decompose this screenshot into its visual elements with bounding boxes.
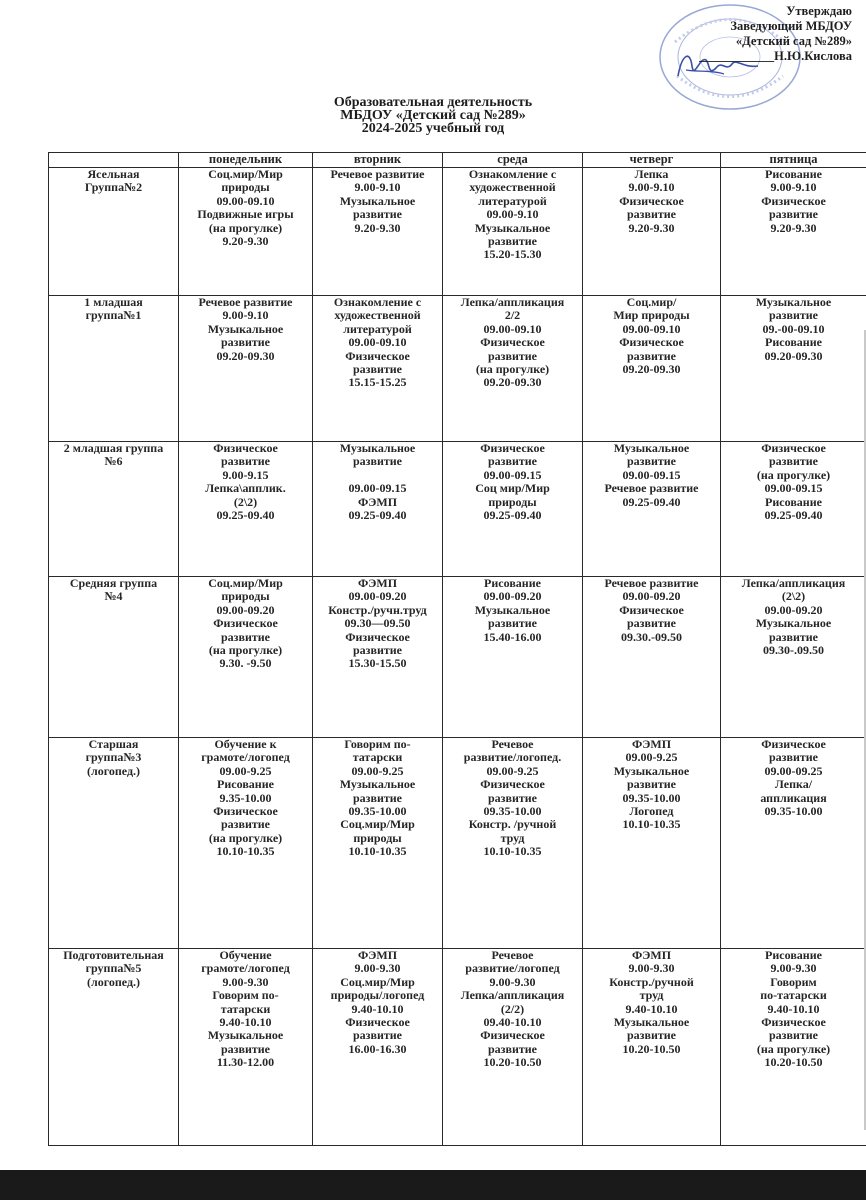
activity-line: 9.00-9.30 — [628, 961, 675, 976]
group-name-line: Старшая — [88, 737, 139, 751]
group-name-line: Ясельная — [87, 167, 140, 181]
activity-line: развитие — [220, 335, 271, 350]
schedule-cell-wednesday — [443, 949, 583, 1146]
activity-line: Речевое — [491, 737, 534, 751]
page-title — [0, 96, 866, 135]
activity-line: Музыкальное — [613, 441, 690, 455]
activity-line: Музыкальное — [613, 763, 690, 778]
approval-signer — [632, 49, 852, 64]
activity-line: Обучение к — [214, 737, 277, 751]
activity-line: природы — [221, 589, 270, 604]
activity-line: 09.25-09.40 — [348, 508, 407, 523]
table-row — [49, 296, 866, 442]
activity-line: татарски — [352, 750, 403, 765]
activity-line: 9.20-9.30 — [222, 234, 269, 249]
activity-line: 15.40-16.00 — [483, 629, 542, 644]
activity-line: Констр./ручной — [609, 974, 694, 989]
activity-line: развитие — [352, 362, 403, 377]
activity-line: развитие — [352, 643, 403, 658]
group-name-line: (логопед.) — [86, 763, 141, 778]
activity-line: 10.20-10.50 — [764, 1055, 823, 1070]
activity-line: Говорим — [770, 974, 817, 989]
activity-line: 09.35-10.00 — [764, 804, 823, 819]
activity-line: ФЭМП — [357, 948, 398, 962]
activity-line: Физическое — [345, 629, 410, 644]
activity-line: развитие — [220, 629, 271, 644]
activity-line: Ознакомление с — [333, 295, 422, 309]
activity-line: Речевое развитие — [604, 481, 699, 496]
activity-line: развитие — [626, 1028, 677, 1043]
activity-line: Рисование — [765, 948, 822, 962]
group-name-line: (логопед.) — [86, 974, 141, 989]
activity-line: татарски — [220, 1001, 271, 1016]
activity-line — [315, 469, 440, 482]
activity-line: развитие — [220, 454, 271, 469]
activity-line: 09.00-09.20 — [216, 602, 275, 617]
activity-line: Физическое — [619, 335, 684, 350]
approval-position: Заведующий МБДОУ — [730, 19, 852, 33]
activity-line: по-татарски — [760, 988, 827, 1003]
activity-line: развитие — [352, 454, 403, 469]
activity-line: Рисование — [484, 576, 541, 590]
activity-line: развитие/логопед — [465, 961, 560, 976]
schedule-cell-friday — [721, 168, 866, 296]
header-cell-tuesday: вторник — [313, 153, 443, 168]
schedule-cell-friday — [721, 577, 866, 738]
activity-line: 10.10-10.35 — [348, 844, 407, 859]
activity-line: (на прогулке) — [475, 362, 550, 377]
activity-line: 09.00-9.25 — [486, 763, 539, 778]
activity-line: Физическое — [761, 737, 826, 751]
activity-line: развитие — [220, 817, 271, 832]
activity-line: Констр. /ручной — [468, 817, 557, 832]
activity-line: грамоте/логопед — [201, 750, 290, 765]
activity-line: 11.30-12.00 — [216, 1055, 275, 1070]
activity-line: Музыкальное — [474, 220, 551, 235]
activity-line: Физическое — [480, 335, 545, 350]
activity-line: художественной — [469, 180, 556, 195]
activity-line: развитие — [220, 1041, 271, 1056]
activity-line: развитие — [487, 234, 538, 249]
activity-line: Соц.мир/ — [626, 295, 677, 309]
activity-line: литературой — [478, 193, 547, 208]
activity-line: (на прогулке) — [756, 467, 831, 482]
schedule-cell-monday — [179, 577, 313, 738]
activity-line: развитие — [352, 207, 403, 222]
activity-line: 9.00-9.15 — [222, 467, 269, 482]
activity-line: 09.00-9.10 — [486, 207, 539, 222]
activity-line: 15.15-15.25 — [348, 375, 407, 390]
activity-line: 09.-00-09.10 — [762, 321, 825, 336]
schedule-cell-thursday — [583, 442, 721, 577]
activity-line: 9.40-10.10 — [219, 1015, 272, 1030]
activity-line: 09.00-9.25 — [351, 763, 404, 778]
table-row — [49, 442, 866, 577]
activity-line: Говорим по- — [212, 988, 279, 1003]
table-row — [49, 168, 866, 296]
schedule-cell-tuesday — [313, 949, 443, 1146]
schedule-cell-tuesday — [313, 296, 443, 442]
activity-line: Речевое развитие — [604, 576, 699, 590]
activity-line: 09.30.-09.50 — [621, 629, 682, 644]
activity-line: ФЭМП — [631, 737, 672, 751]
activity-line: ФЭМП — [357, 576, 398, 590]
approval-line: Утверждаю — [786, 4, 852, 18]
activity-line: Лепка/аппликация — [460, 988, 565, 1003]
activity-line: Лепка/ — [774, 777, 813, 792]
schedule-cell-monday — [179, 296, 313, 442]
activity-line: Рисование — [765, 335, 822, 350]
title-line-3: 2024-2025 учебный год — [361, 121, 505, 136]
header-cell-thursday: четверг — [583, 153, 721, 168]
activity-line: Физическое — [761, 441, 826, 455]
activity-line: развитие — [768, 308, 819, 323]
activity-line: 09.00-09.15 — [764, 481, 823, 496]
schedule-cell-friday — [721, 442, 866, 577]
schedule-cell-monday — [179, 738, 313, 949]
activity-line: 9.00-9.10 — [770, 180, 817, 195]
activity-line: 15.20-15.30 — [483, 247, 542, 262]
activity-line: 10.20-10.50 — [483, 1055, 542, 1070]
activity-line: Музыкальное — [474, 602, 551, 617]
activity-line: (на прогулке) — [208, 643, 283, 658]
activity-line: Физическое — [480, 777, 545, 792]
header-row — [49, 153, 866, 168]
schedule-cell-wednesday — [443, 442, 583, 577]
activity-line: 09.00-09.10 — [348, 335, 407, 350]
activity-line: Музыкальное — [207, 1028, 284, 1043]
schedule-cell-tuesday — [313, 577, 443, 738]
group-cell — [49, 949, 179, 1146]
header-cell-monday: понедельник — [179, 153, 313, 168]
activity-line: 09.00-09.10 — [483, 321, 542, 336]
activity-line: 9.35-10.00 — [219, 790, 272, 805]
group-cell — [49, 296, 179, 442]
title-line-2: МБДОУ «Детский сад №289» — [340, 108, 526, 123]
activity-line: природы — [488, 494, 537, 509]
activity-line: развитие — [768, 750, 819, 765]
schedule-cell-wednesday — [443, 168, 583, 296]
activity-line: развитие — [626, 777, 677, 792]
header-cell-wednesday: среда — [443, 153, 583, 168]
activity-line: 16.00-16.30 — [348, 1041, 407, 1056]
activity-line: Соц.мир/Мир — [340, 974, 415, 989]
activity-line: Лепка/аппликация — [460, 295, 565, 309]
activity-line: 9.40-10.10 — [625, 1001, 678, 1016]
approval-organization: «Детский сад №289» — [735, 34, 852, 48]
schedule-cell-friday — [721, 296, 866, 442]
activity-line: развитие — [487, 454, 538, 469]
activity-line: Физическое — [619, 193, 684, 208]
group-name-line: группа№3 — [85, 750, 142, 765]
activity-line: развитие — [626, 454, 677, 469]
activity-line: Речевое — [491, 948, 534, 962]
activity-line: Рисование — [217, 777, 274, 792]
schedule-cell-friday — [721, 738, 866, 949]
activity-line: литературой — [343, 321, 412, 336]
activity-line: (2/2) — [500, 1001, 525, 1016]
activity-line: Физическое — [761, 193, 826, 208]
schedule-cell-thursday — [583, 168, 721, 296]
activity-line: 09.00-9.25 — [219, 763, 272, 778]
activity-line: 09.00-09.20 — [348, 589, 407, 604]
schedule-table — [48, 152, 866, 1146]
activity-line: развитие — [626, 616, 677, 631]
activity-line: 9.20-9.30 — [628, 220, 675, 235]
group-cell — [49, 168, 179, 296]
group-cell — [49, 442, 179, 577]
activity-line: Лепка — [634, 167, 669, 181]
activity-line: природы — [221, 180, 270, 195]
activity-line: (на прогулке) — [208, 830, 283, 845]
activity-line: труд — [500, 830, 525, 845]
activity-line: Физическое — [480, 1028, 545, 1043]
activity-line: Лепка\апплик. — [205, 481, 286, 496]
title-line-1: Образовательная деятельность — [333, 95, 533, 110]
activity-line: 9.20-9.30 — [770, 220, 817, 235]
activity-line: Соц.мир/Мир — [208, 167, 283, 181]
activity-line: развитие — [768, 1028, 819, 1043]
activity-line: Физическое — [345, 348, 410, 363]
activity-line: 09.30—09.50 — [344, 616, 411, 631]
activity-line: 09.20-09.30 — [622, 362, 681, 377]
activity-line: 9.00-9.10 — [628, 180, 675, 195]
activity-line: Физическое — [480, 441, 545, 455]
activity-line: 15.30-15.50 — [348, 656, 407, 671]
group-name-line: группа№5 — [85, 961, 142, 976]
activity-line: 10.20-10.50 — [622, 1041, 681, 1056]
activity-line: 09.20-09.30 — [483, 375, 542, 390]
table-row — [49, 577, 866, 738]
activity-line: развитие — [626, 207, 677, 222]
activity-line: Соц.мир/Мир — [208, 576, 283, 590]
activity-line: 09.20-09.30 — [764, 348, 823, 363]
activity-line: развитие — [487, 348, 538, 363]
activity-line: Лепка/аппликация — [741, 576, 846, 590]
activity-line: 09.00-09.10 — [622, 321, 681, 336]
schedule-cell-thursday — [583, 949, 721, 1146]
activity-line: Музыкальное — [339, 193, 416, 208]
group-name-line: группа№1 — [85, 308, 142, 323]
activity-line: (2\2) — [233, 494, 258, 509]
group-name-line: 2 младшая группа — [63, 441, 164, 455]
group-name-line: №4 — [104, 589, 123, 604]
activity-line: 09.00-09.20 — [483, 589, 542, 604]
activity-line: 9.40-10.10 — [351, 1001, 404, 1016]
activity-line: 2/2 — [504, 308, 521, 323]
activity-line: Констр./ручн.труд — [328, 602, 427, 617]
activity-line: 9.00-9.30 — [489, 974, 536, 989]
schedule-cell-tuesday — [313, 168, 443, 296]
activity-line: развитие — [352, 1028, 403, 1043]
approval-signer-name: Н.Ю.Кислова — [774, 49, 852, 63]
schedule-cell-thursday — [583, 738, 721, 949]
activity-line: развитие — [626, 348, 677, 363]
activity-line: Музыкальное — [207, 321, 284, 336]
group-name-line: Средняя группа — [69, 576, 158, 590]
schedule-cell-monday — [179, 442, 313, 577]
group-cell — [49, 577, 179, 738]
activity-line: Физическое — [213, 441, 278, 455]
activity-line: (на прогулке) — [756, 1041, 831, 1056]
table-row — [49, 738, 866, 949]
activity-line: грамоте/логопед — [201, 961, 290, 976]
activity-line: 9.00-9.30 — [354, 961, 401, 976]
activity-line: Физическое — [213, 616, 278, 631]
activity-line: Музыкальное — [339, 777, 416, 792]
schedule-cell-tuesday — [313, 442, 443, 577]
activity-line: Речевое развитие — [198, 295, 293, 309]
activity-line: ФЭМП — [357, 494, 398, 509]
activity-line: 09.25-09.40 — [216, 508, 275, 523]
activity-line: Мир природы — [613, 308, 690, 323]
activity-line: природы — [353, 830, 402, 845]
activity-line: 09.00-09.20 — [764, 602, 823, 617]
header-cell-group — [49, 153, 179, 168]
activity-line: 09.25-09.40 — [764, 508, 823, 523]
activity-line: 09.00-09.15 — [483, 467, 542, 482]
activity-line: 09.35-10.00 — [348, 804, 407, 819]
activity-line: Физическое — [345, 1015, 410, 1030]
activity-line: ФЭМП — [631, 948, 672, 962]
activity-line: труд — [639, 988, 664, 1003]
activity-line: 9.20-9.30 — [354, 220, 401, 235]
activity-line: Соц мир/Мир — [475, 481, 550, 496]
schedule-cell-wednesday — [443, 296, 583, 442]
schedule-cell-friday — [721, 949, 866, 1146]
group-name-line: Группа№2 — [84, 180, 143, 195]
activity-line: 9.00-9.10 — [354, 180, 401, 195]
activity-line: 09.25-09.40 — [622, 494, 681, 509]
activity-line: 09.00-09.20 — [622, 589, 681, 604]
activity-line: Рисование — [765, 167, 822, 181]
activity-line: развитие/логопед. — [463, 750, 562, 765]
activity-line: 09.35-10.00 — [622, 790, 681, 805]
activity-line: художественной — [334, 308, 421, 323]
signature-underline: ____________ — [699, 49, 775, 63]
activity-line: 09.25-09.40 — [483, 508, 542, 523]
header-cell-friday: пятница — [721, 153, 866, 168]
activity-line: 9.00-9.10 — [222, 308, 269, 323]
activity-line: Логопед — [629, 804, 674, 819]
activity-line: Обучение — [219, 948, 272, 962]
scan-bottom-edge — [0, 1170, 866, 1200]
activity-line: 9.30. -9.50 — [219, 656, 272, 671]
activity-line: развитие — [352, 790, 403, 805]
activity-line: Соц.мир/Мир — [340, 817, 415, 832]
activity-line: развитие — [487, 1041, 538, 1056]
activity-line: Говорим по- — [344, 737, 411, 751]
approval-block — [632, 4, 852, 64]
group-name-line: 1 младшая — [84, 295, 143, 309]
schedule-body — [49, 168, 866, 1146]
activity-line: 09.30-.09.50 — [763, 643, 824, 658]
activity-line: 9.00-9.30 — [770, 961, 817, 976]
activity-line: 9.40-10.10 — [767, 1001, 820, 1016]
schedule-cell-monday — [179, 949, 313, 1146]
activity-line: Музыкальное — [613, 1015, 690, 1030]
activity-line: Физическое — [761, 1015, 826, 1030]
activity-line: 09.00-09.15 — [622, 467, 681, 482]
activity-line: развитие — [768, 454, 819, 469]
activity-line: Ознакомление с — [468, 167, 557, 181]
activity-line: (2\2) — [781, 589, 806, 604]
schedule-cell-thursday — [583, 296, 721, 442]
activity-line: Речевое развитие — [330, 167, 425, 181]
activity-line: Рисование — [765, 494, 822, 509]
schedule-cell-wednesday — [443, 577, 583, 738]
activity-line: 9.00-9.30 — [222, 974, 269, 989]
activity-line: 10.10-10.35 — [216, 844, 275, 859]
activity-line: 09.00-9.25 — [625, 750, 678, 765]
activity-line: развитие — [768, 207, 819, 222]
activity-line: 10.10-10.35 — [483, 844, 542, 859]
activity-line: 09.00-09.25 — [764, 763, 823, 778]
activity-line: Музыкальное — [755, 616, 832, 631]
activity-line: (на прогулке) — [208, 220, 283, 235]
activity-line: Подвижные игры — [197, 207, 294, 222]
activity-line: 09.40-10.10 — [483, 1015, 542, 1030]
activity-line: Музыкальное — [755, 295, 832, 309]
schedule-cell-wednesday — [443, 738, 583, 949]
activity-line: 10.10-10.35 — [622, 817, 681, 832]
schedule-cell-monday — [179, 168, 313, 296]
activity-line: Физическое — [619, 602, 684, 617]
activity-line: аппликация — [760, 790, 827, 805]
activity-line: 09.20-09.30 — [216, 348, 275, 363]
activity-line: развитие — [768, 629, 819, 644]
activity-line: развитие — [487, 616, 538, 631]
activity-line: природы/логопед — [330, 988, 425, 1003]
group-cell — [49, 738, 179, 949]
activity-line: развитие — [487, 790, 538, 805]
group-name-line: №6 — [104, 454, 123, 469]
activity-line: Физическое — [213, 804, 278, 819]
activity-line: 09.00-09.10 — [216, 193, 275, 208]
schedule-cell-tuesday — [313, 738, 443, 949]
table-row — [49, 949, 866, 1146]
schedule-cell-thursday — [583, 577, 721, 738]
activity-line: 09.00-09.15 — [348, 481, 407, 496]
group-name-line: Подготовительная — [63, 948, 164, 962]
activity-line: 09.35-10.00 — [483, 804, 542, 819]
activity-line: Музыкальное — [339, 441, 416, 455]
